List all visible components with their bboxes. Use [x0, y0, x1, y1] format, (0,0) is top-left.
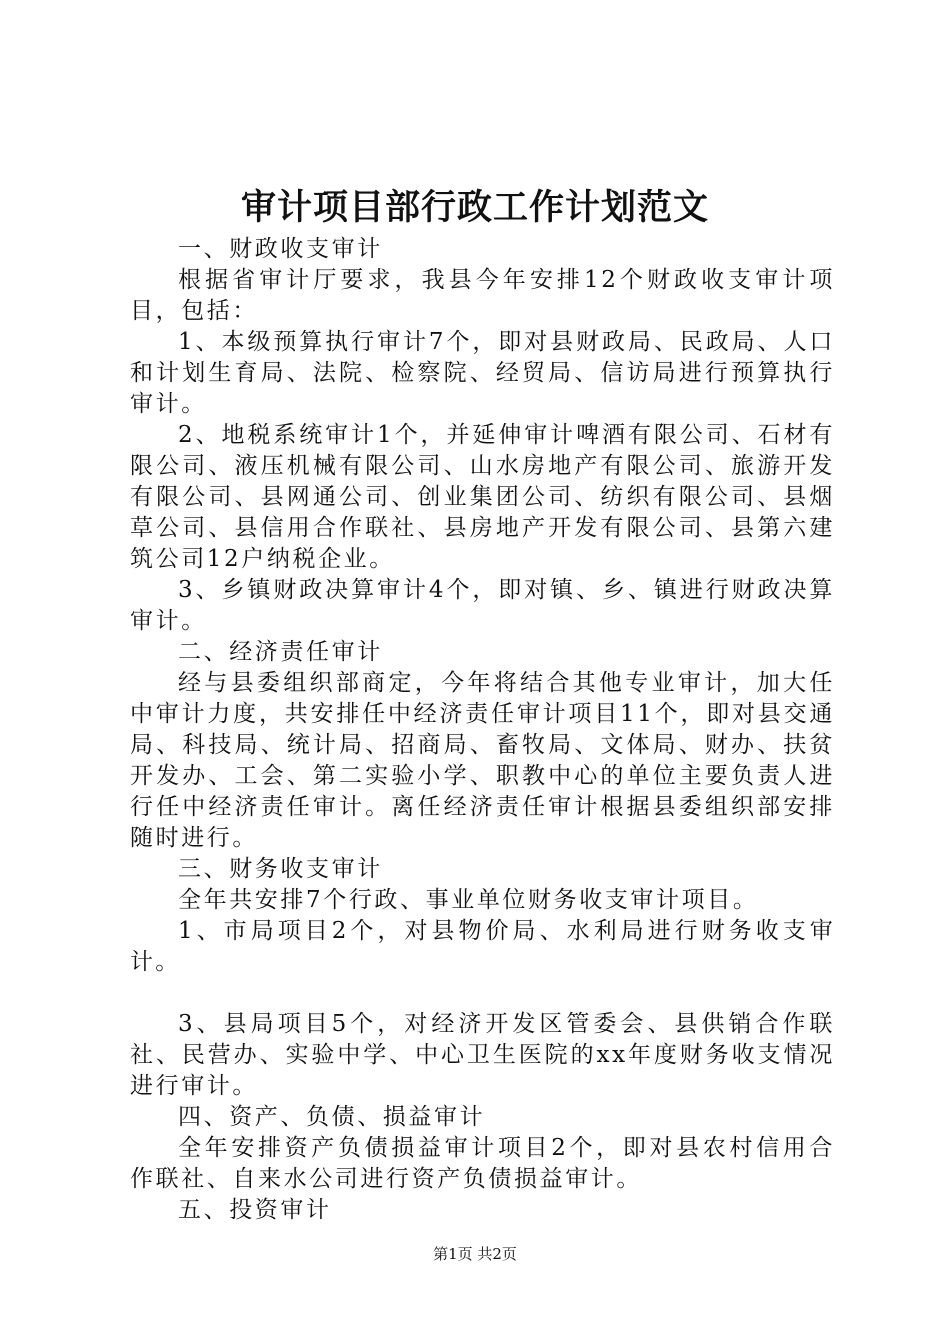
paragraph: 根据省审计厅要求，我县今年安排12个财政收支审计项目，包括：	[130, 267, 835, 324]
paragraph: 2、地税系统审计1个，并延伸审计啤酒有限公司、石材有限公司、液压机械有限公司、山水房地产有限公司、旅游开发有限公司、县网通公司、创业集团公司、纺织有限公司、县烟草公司、县信用合作联社、县房地产开发有限公司、县第六建筑公司12户纳税企业。	[130, 422, 835, 572]
heading-asset-liability-audit: 四、资产、负债、损益审计	[178, 1104, 486, 1130]
paragraph: 3、县局项目5个，对经济开发区管委会、县供销合作联社、民营办、实验中学、中心卫生医院的xx年度财务收支情况进行审计。	[130, 1011, 835, 1099]
blank-line	[130, 978, 835, 1009]
document-body	[130, 234, 835, 1226]
heading-fiscal-audit: 一、财政收支审计	[178, 236, 383, 262]
heading-economic-responsibility-audit: 二、经济责任审计	[178, 639, 383, 665]
document-title: 审计项目部行政工作计划范文	[240, 187, 709, 228]
paragraph: 全年共安排7个行政、事业单位财务收支审计项目。	[178, 887, 759, 913]
paragraph: 经与县委组织部商定，今年将结合其他专业审计，加大任中审计力度，共安排任中经济责任审计项目11个，即对县交通局、科技局、统计局、招商局、畜牧局、文体局、财办、扶贫开发办、工会、第二实验小学、职教中心的单位主要负责人进行任中经济责任审计。离任经济责任审计根据县委组织部安排随时进行。	[130, 670, 835, 851]
heading-financial-audit: 三、财务收支审计	[178, 856, 383, 882]
page-number: 第1页 共2页	[433, 1245, 517, 1263]
paragraph: 1、市局项目2个，对县物价局、水利局进行财务收支审计。	[130, 918, 835, 975]
paragraph: 1、本级预算执行审计7个，即对县财政局、民政局、人口和计划生育局、法院、检察院、经贸局、信访局进行预算执行审计。	[130, 329, 835, 417]
paragraph: 3、乡镇财政决算审计4个，即对镇、乡、镇进行财政决算审计。	[130, 577, 835, 634]
heading-investment-audit: 五、投资审计	[178, 1197, 332, 1223]
paragraph: 全年安排资产负债损益审计项目2个，即对县农村信用合作联社、自来水公司进行资产负债损益审计。	[130, 1135, 835, 1192]
